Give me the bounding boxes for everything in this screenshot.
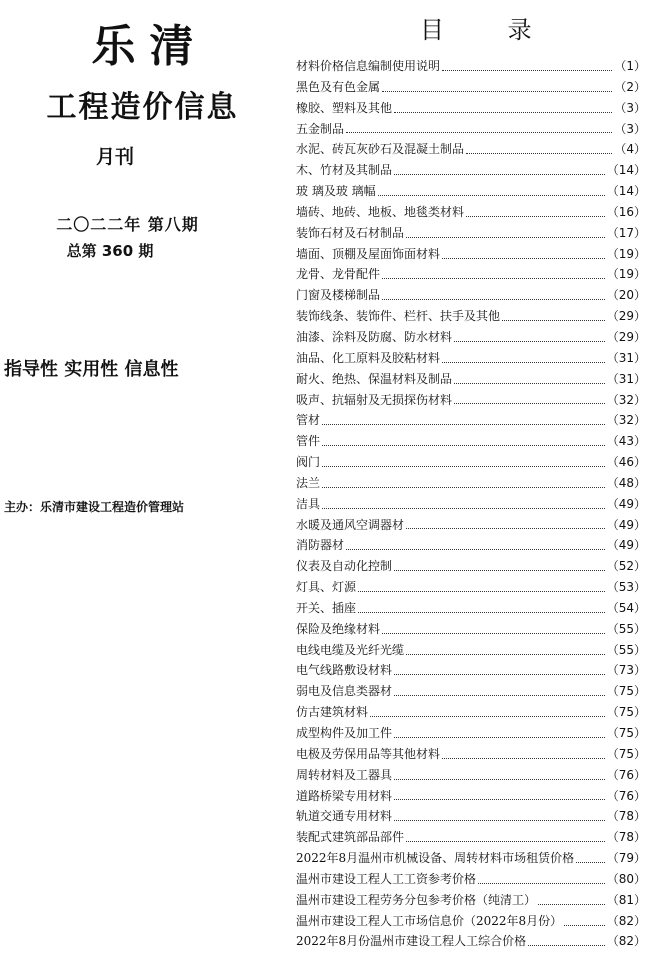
toc-entry-label: 五金制品 bbox=[296, 121, 345, 136]
dot-leader bbox=[346, 124, 612, 133]
dot-leader bbox=[382, 625, 605, 634]
toc-entry[interactable] bbox=[296, 681, 646, 702]
dot-leader bbox=[564, 917, 605, 926]
toc-entry-page: （53） bbox=[606, 580, 646, 595]
toc-entry-page: （19） bbox=[606, 246, 646, 261]
toc-entry-page: （78） bbox=[606, 809, 646, 824]
toc-entry[interactable] bbox=[296, 702, 646, 723]
slogan: 指导性 实用性 信息性 bbox=[4, 359, 179, 380]
toc-entry-page: （82） bbox=[606, 934, 646, 949]
dot-leader bbox=[322, 437, 605, 446]
toc-entry-page: （49） bbox=[606, 496, 646, 511]
issue-label: 二〇二二年 第八期 bbox=[56, 215, 199, 234]
toc-entry-page: （4） bbox=[614, 142, 646, 157]
sponsor-line: 主办：乐清市建设工程造价管理站 bbox=[4, 500, 185, 514]
toc-entry[interactable] bbox=[296, 869, 646, 890]
dot-leader bbox=[382, 291, 605, 300]
dot-leader bbox=[394, 104, 612, 113]
toc-entry-page: （19） bbox=[606, 267, 646, 282]
toc-entry-label: 消防器材 bbox=[296, 538, 345, 553]
toc-entry[interactable] bbox=[296, 202, 646, 223]
toc-entry[interactable] bbox=[296, 369, 646, 390]
toc-entry[interactable] bbox=[296, 619, 646, 640]
toc-entry[interactable] bbox=[296, 723, 646, 744]
dot-leader bbox=[528, 937, 605, 946]
dot-leader bbox=[394, 166, 605, 175]
toc-entry-label: 仿古建筑材料 bbox=[296, 705, 369, 720]
toc-entry-page: （43） bbox=[606, 434, 646, 449]
dot-leader bbox=[406, 646, 605, 655]
dot-leader bbox=[322, 479, 605, 488]
frequency-label: 月刊 bbox=[95, 146, 134, 168]
toc-entry-page: （75） bbox=[606, 684, 646, 699]
toc-entry-label: 橡胶、塑料及其他 bbox=[296, 100, 393, 115]
toc-entry-label: 弱电及信息类器材 bbox=[296, 684, 393, 699]
dot-leader bbox=[442, 62, 612, 71]
toc-entry-page: （82） bbox=[606, 913, 646, 928]
dot-leader bbox=[394, 791, 605, 800]
toc-entry-label: 装饰石材及石材制品 bbox=[296, 225, 405, 240]
dot-leader bbox=[358, 604, 605, 613]
dot-leader bbox=[406, 520, 605, 529]
dot-leader bbox=[442, 250, 605, 259]
toc-entry[interactable] bbox=[296, 410, 646, 431]
dot-leader bbox=[382, 270, 605, 279]
toc-entry-page: （2） bbox=[614, 79, 646, 94]
dot-leader bbox=[322, 416, 605, 425]
toc-entry-label: 温州市建设工程劳务分包参考价格（纯清工） bbox=[296, 892, 537, 907]
toc-entry[interactable] bbox=[296, 77, 646, 98]
toc-entry[interactable] bbox=[296, 56, 646, 77]
toc-entry-page: （29） bbox=[606, 309, 646, 324]
toc-entry-page: （76） bbox=[606, 767, 646, 782]
dot-leader bbox=[538, 896, 605, 905]
toc-entry[interactable] bbox=[296, 827, 646, 848]
toc-entry-page: （79） bbox=[606, 851, 646, 866]
toc-entry-label: 装配式建筑部品部件 bbox=[296, 830, 405, 845]
dot-leader bbox=[394, 562, 605, 571]
toc-entry-label: 洁具 bbox=[296, 496, 321, 511]
toc-title: 目 录 bbox=[420, 16, 560, 44]
toc-entry-label: 阀门 bbox=[296, 455, 321, 470]
toc-entry[interactable] bbox=[296, 931, 646, 952]
toc-entry[interactable] bbox=[296, 535, 646, 556]
dot-leader bbox=[466, 145, 612, 154]
toc-entry[interactable] bbox=[296, 786, 646, 807]
toc-entry-page: （31） bbox=[606, 371, 646, 386]
dot-leader bbox=[394, 729, 605, 738]
toc-entry-page: （76） bbox=[606, 788, 646, 803]
toc-entry-label: 装饰线条、装饰件、栏杆、扶手及其他 bbox=[296, 309, 501, 324]
toc-entry-label: 水暖及通风空调器材 bbox=[296, 517, 405, 532]
toc-entry-page: （55） bbox=[606, 621, 646, 636]
toc-entry-label: 油品、化工原料及胶粘材料 bbox=[296, 350, 441, 365]
toc-entry[interactable] bbox=[296, 264, 646, 285]
publication-title: 工程造价信息 bbox=[46, 90, 239, 125]
toc-entry-label: 电线电缆及光纤光缆 bbox=[296, 642, 405, 657]
toc-entry-label: 水泥、砖瓦灰砂石及混凝土制品 bbox=[296, 142, 465, 157]
toc-entry-label: 保险及绝缘材料 bbox=[296, 621, 381, 636]
toc-entry-page: （20） bbox=[606, 288, 646, 303]
dot-leader bbox=[394, 666, 605, 675]
toc-entry[interactable] bbox=[296, 431, 646, 452]
toc-entry-page: （14） bbox=[606, 163, 646, 178]
dot-leader bbox=[382, 83, 612, 92]
toc-entry[interactable] bbox=[296, 911, 646, 932]
toc-entry-label: 2022年8月温州市机械设备、周转材料市场租赁价格 bbox=[296, 851, 575, 866]
dot-leader bbox=[322, 500, 605, 509]
toc-entry[interactable] bbox=[296, 285, 646, 306]
toc-entry[interactable] bbox=[296, 452, 646, 473]
toc-entry-page: （14） bbox=[606, 184, 646, 199]
toc-entry-label: 成型构件及加工件 bbox=[296, 726, 393, 740]
toc-entry[interactable] bbox=[296, 223, 646, 244]
toc-entry-page: （48） bbox=[606, 475, 646, 490]
toc-entry-label: 仪表及自动化控制 bbox=[296, 559, 393, 574]
toc-entry-page: （16） bbox=[606, 204, 646, 219]
toc-entry[interactable] bbox=[296, 98, 646, 119]
toc-entry-label: 开关、插座 bbox=[296, 600, 357, 615]
cover-panel bbox=[0, 0, 285, 957]
toc-entry-label: 温州市建设工程人工工资参考价格 bbox=[296, 871, 477, 886]
dot-leader bbox=[378, 187, 605, 196]
dot-leader bbox=[454, 333, 605, 342]
toc-entry[interactable] bbox=[296, 577, 646, 598]
toc-entry-page: （3） bbox=[614, 121, 646, 136]
toc-entry[interactable] bbox=[296, 473, 646, 494]
dot-leader bbox=[454, 395, 605, 404]
toc-entry-label: 灯具、灯源 bbox=[296, 580, 357, 595]
toc-entry-page: （75） bbox=[606, 726, 646, 740]
toc-entry-label: 电气线路敷设材料 bbox=[296, 663, 393, 678]
dot-leader bbox=[394, 687, 605, 696]
toc-entry-page: （52） bbox=[606, 559, 646, 574]
toc-entry[interactable] bbox=[296, 348, 646, 369]
toc-entry[interactable] bbox=[296, 244, 646, 265]
toc-entry[interactable] bbox=[296, 660, 646, 681]
dot-leader bbox=[322, 458, 605, 467]
dot-leader bbox=[466, 208, 605, 217]
toc-entry-page: （80） bbox=[606, 871, 646, 886]
toc-entry-page: （32） bbox=[606, 392, 646, 407]
toc-entry-page: （17） bbox=[606, 225, 646, 240]
toc-entry-label: 龙骨、龙骨配件 bbox=[296, 267, 381, 282]
toc-entry-label: 电极及劳保用品等其他材料 bbox=[296, 746, 441, 761]
toc-entry-label: 油漆、涂料及防腐、防水材料 bbox=[296, 329, 453, 344]
toc-entry-label: 墙面、顶棚及屋面饰面材料 bbox=[296, 246, 441, 261]
toc-entry-label: 木、竹材及其制品 bbox=[296, 163, 393, 178]
toc-entry[interactable] bbox=[296, 327, 646, 348]
dot-leader bbox=[442, 750, 605, 759]
toc-entry-label: 温州市建设工程人工市场信息价（2022年8月份） bbox=[296, 913, 563, 928]
toc-entry-label: 吸声、抗辐射及无损探伤材料 bbox=[296, 392, 453, 407]
toc-entry-page: （31） bbox=[606, 350, 646, 365]
toc-entry[interactable] bbox=[296, 494, 646, 515]
dot-leader bbox=[502, 312, 605, 321]
toc-entry[interactable] bbox=[296, 390, 646, 411]
toc-entry[interactable] bbox=[296, 556, 646, 577]
toc-entry-page: （73） bbox=[606, 663, 646, 678]
toc-entry[interactable] bbox=[296, 181, 646, 202]
toc-entry-label: 材料价格信息编制使用说明 bbox=[296, 59, 441, 73]
dot-leader bbox=[346, 541, 605, 550]
toc-entry-label: 法兰 bbox=[296, 475, 321, 490]
toc-entry[interactable] bbox=[296, 765, 646, 786]
dot-leader bbox=[406, 833, 605, 842]
toc-entry-label: 墙砖、地砖、地板、地毯类材料 bbox=[296, 204, 465, 219]
toc-entry-page: （81） bbox=[606, 892, 646, 907]
table-of-contents bbox=[296, 56, 646, 952]
dot-leader bbox=[370, 708, 605, 717]
toc-entry-page: （46） bbox=[606, 455, 646, 470]
toc-entry-label: 门窗及楼梯制品 bbox=[296, 288, 381, 303]
toc-entry-label: 2022年8月份温州市建设工程人工综合价格 bbox=[296, 934, 527, 949]
toc-entry-page: （75） bbox=[606, 705, 646, 720]
toc-entry-label: 玻 璃及玻 璃幅 bbox=[296, 184, 376, 199]
toc-entry-page: （49） bbox=[606, 538, 646, 553]
dot-leader bbox=[576, 854, 605, 863]
toc-entry-page: （3） bbox=[614, 100, 646, 115]
dot-leader bbox=[442, 354, 605, 363]
toc-entry-label: 周转材料及工器具 bbox=[296, 767, 393, 782]
dot-leader bbox=[358, 583, 605, 592]
toc-entry-label: 道路桥梁专用材料 bbox=[296, 788, 393, 803]
toc-entry[interactable] bbox=[296, 139, 646, 160]
toc-entry-label: 管材 bbox=[296, 413, 321, 428]
toc-entry-page: （29） bbox=[606, 329, 646, 344]
toc-entry-page: （54） bbox=[606, 600, 646, 615]
dot-leader bbox=[394, 812, 605, 821]
toc-entry-page: （32） bbox=[606, 413, 646, 428]
toc-entry[interactable] bbox=[296, 890, 646, 911]
toc-entry-page: （49） bbox=[606, 517, 646, 532]
toc-entry[interactable] bbox=[296, 848, 646, 869]
toc-entry-page: （75） bbox=[606, 746, 646, 761]
toc-entry[interactable] bbox=[296, 640, 646, 661]
dot-leader bbox=[454, 375, 605, 384]
toc-entry[interactable] bbox=[296, 806, 646, 827]
toc-entry[interactable] bbox=[296, 306, 646, 327]
toc-entry[interactable] bbox=[296, 160, 646, 181]
brand-name: 乐清 bbox=[91, 21, 208, 72]
toc-entry-label: 黑色及有色金属 bbox=[296, 79, 381, 94]
toc-entry-page: （55） bbox=[606, 642, 646, 657]
toc-entry[interactable] bbox=[296, 598, 646, 619]
toc-entry-label: 管件 bbox=[296, 434, 321, 449]
dot-leader bbox=[478, 875, 605, 884]
dot-leader bbox=[406, 229, 605, 238]
toc-entry-label: 耐火、绝热、保温材料及制品 bbox=[296, 371, 453, 386]
toc-entry[interactable] bbox=[296, 515, 646, 536]
dot-leader bbox=[394, 771, 605, 780]
toc-entry-label: 轨道交通专用材料 bbox=[296, 809, 393, 824]
toc-entry[interactable] bbox=[296, 744, 646, 765]
total-issue-label: 总第 360 期 bbox=[66, 242, 154, 260]
toc-entry-page: （78） bbox=[606, 830, 646, 845]
toc-entry-page: （1） bbox=[614, 59, 646, 73]
toc-entry[interactable] bbox=[296, 119, 646, 140]
